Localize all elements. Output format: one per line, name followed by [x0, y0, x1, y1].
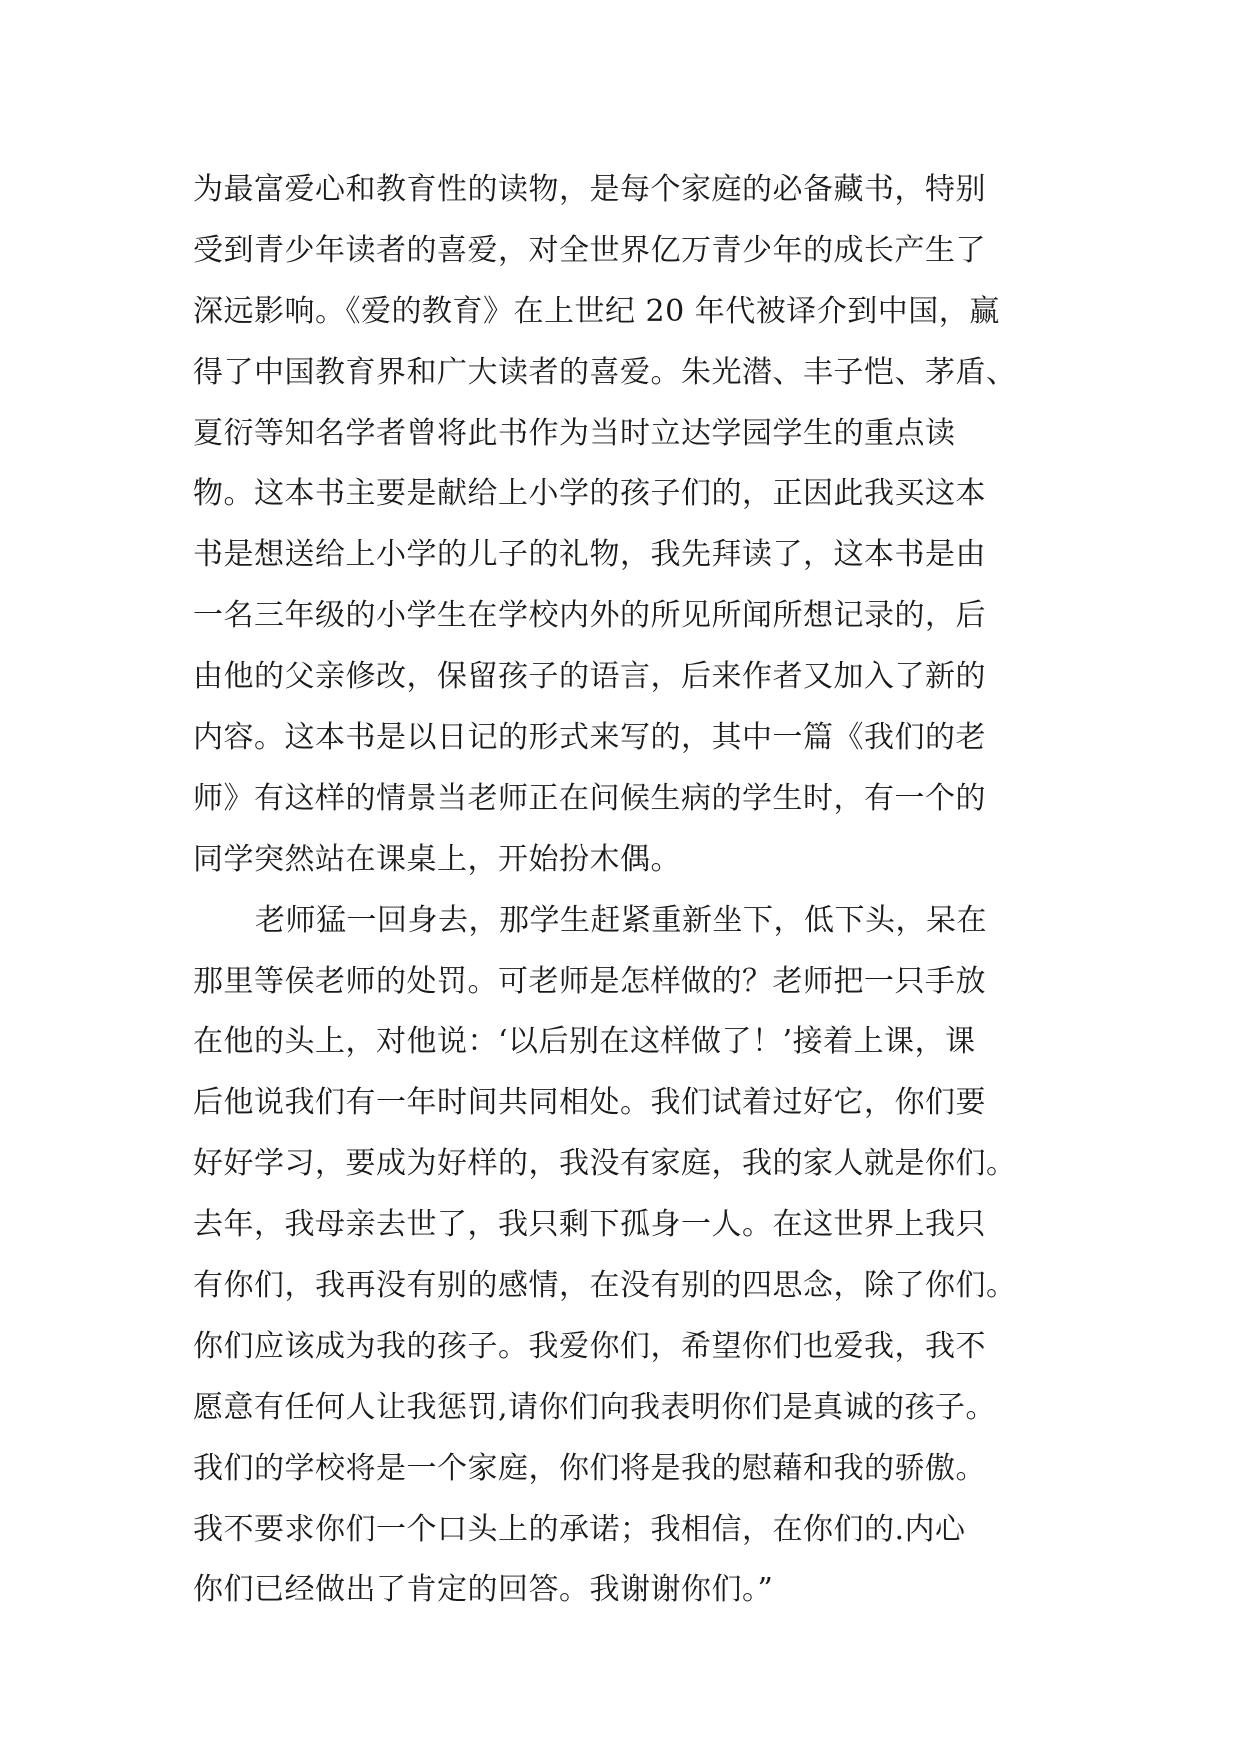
text-line: 由他的父亲修改，保留孩子的语言，后来作者又加入了新的 [193, 659, 986, 695]
text-line: 书是想送给上小学的儿子的礼物，我先拜读了，这本书是由 [193, 537, 986, 573]
text-line: 内容。这本书是以日记的形式来写的，其中一篇《我们的老 [193, 720, 986, 756]
text-line: 去年，我母亲去世了，我只剩下孤身一人。在这世界上我只 [193, 1207, 986, 1243]
body-text [193, 160, 1073, 1621]
text-line: 受到青少年读者的喜爱，对全世界亿万青少年的成长产生了 [193, 232, 986, 268]
text-line: 为最富爱心和教育性的读物，是每个家庭的必备藏书，特别 [193, 172, 986, 207]
text-line: 老师猛一回身去，那学生赶紧重新坐下，低下头，呆在 [255, 902, 987, 938]
text-line: 得了中国教育界和广大读者的喜爱。朱光潜、丰子恺、茅盾、 [193, 354, 1017, 390]
text-line: 愿意有任何人让我惩罚,请你们向我表明你们是真诚的孩子。 [193, 1389, 997, 1425]
text-line: 你们已经做出了肯定的回答。我谢谢你们。” [193, 1572, 774, 1608]
text-line: 师》有这样的情景当老师正在问候生病的学生时，有一个的 [193, 780, 986, 816]
text-line: 我们的学校将是一个家庭，你们将是我的慰藉和我的骄傲。 [193, 1450, 986, 1486]
text-line: 那里等侯老师的处罚。可老师是怎样做的？老师把一只手放 [193, 963, 986, 999]
text-line: 在他的头上，对他说：‘以后别在这样做了！’接着上课，课 [193, 1024, 976, 1060]
text-line: 深远影响。《爱的教育》在上世纪 20 年代被译介到中国，赢 [193, 293, 1000, 329]
text-line: 后他说我们有一年时间共同相处。我们试着过好它，你们要 [193, 1085, 986, 1121]
text-line: 夏衍等知名学者曾将此书作为当时立达学园学生的重点读 [193, 415, 956, 451]
text-line: 同学突然站在课桌上，开始扮木偶。 [193, 841, 681, 877]
text-line: 物。这本书主要是献给上小学的孩子们的，正因此我买这本 [193, 476, 986, 512]
paragraph-1 [193, 160, 1073, 891]
paragraph-2 [193, 891, 1073, 1622]
text-line: 你们应该成为我的孩子。我爱你们，希望你们也爱我，我不 [193, 1328, 986, 1364]
text-line: 有你们，我再没有别的感情，在没有别的四思念，除了你们。 [193, 1268, 1017, 1304]
text-line: 一名三年级的小学生在学校内外的所见所闻所想记录的，后 [193, 598, 986, 634]
text-line: 我不要求你们一个口头上的承诺；我相信，在你们的.内心 [193, 1511, 966, 1547]
text-line: 好好学习，要成为好样的，我没有家庭，我的家人就是你们。 [193, 1146, 1017, 1182]
